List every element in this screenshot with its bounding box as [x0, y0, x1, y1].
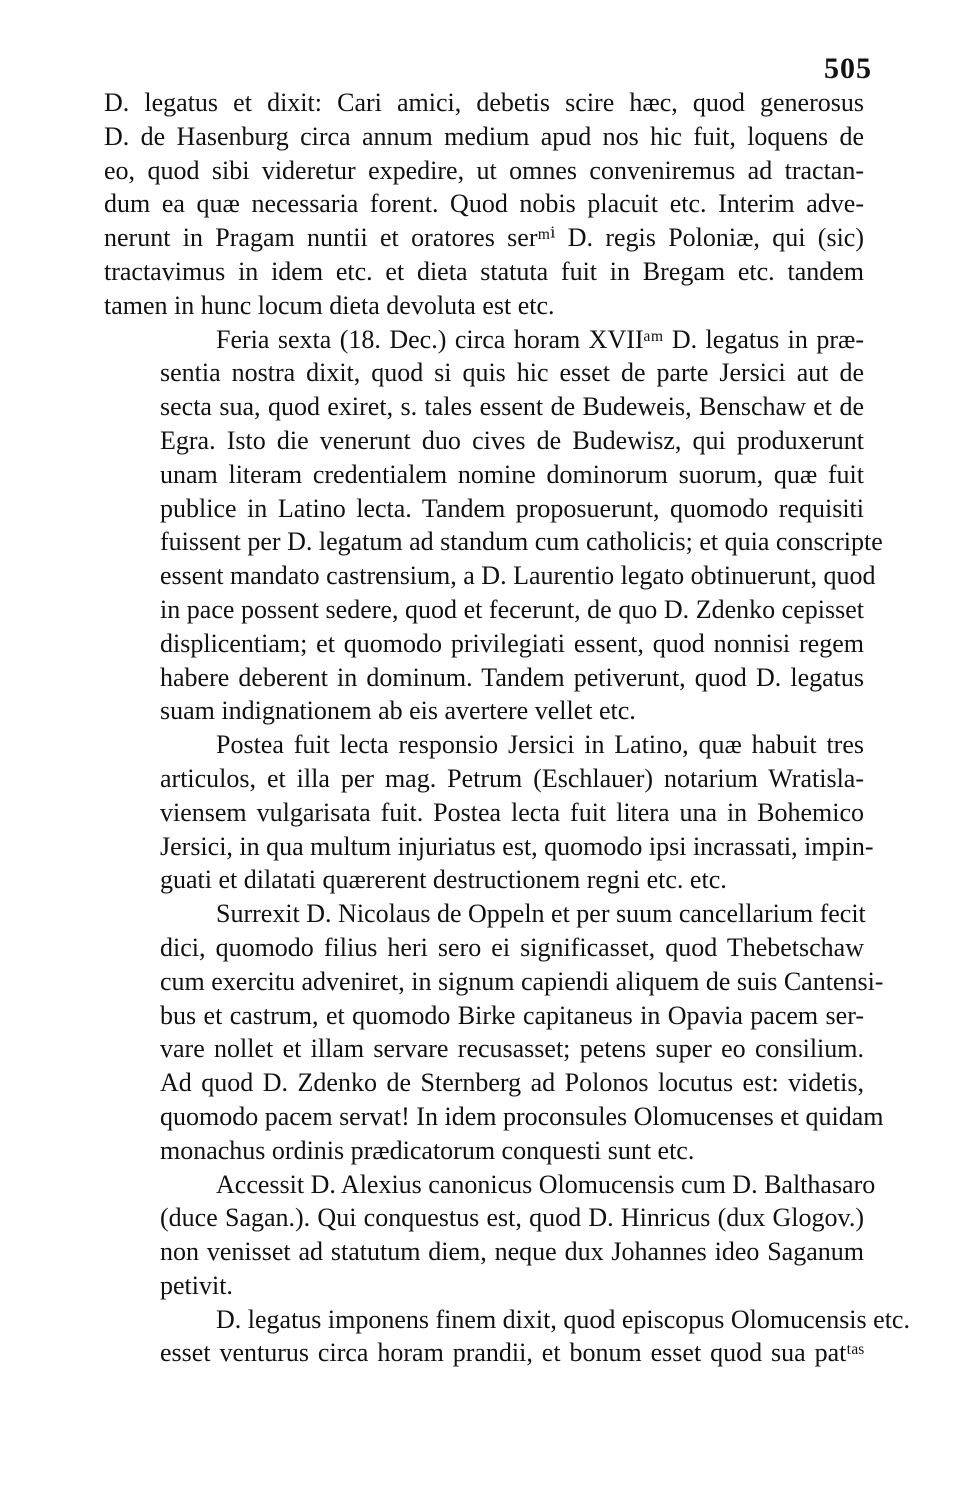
- text-line: tractavimus in idem etc. et dieta statuta fuit in Bregam etc. tandem: [104, 256, 864, 286]
- page-number: 505: [824, 52, 872, 85]
- text-line: fuissent per D. legatum ad standum cum catholicis; et quia conscripte: [160, 527, 883, 557]
- text-line: esset venturus circa horam prandii, et bonum esset quod sua patᵗᵃˢ: [160, 1338, 864, 1368]
- text-line: eo, quod sibi videretur expedire, ut omnes conveniremus ad tractan-: [104, 155, 864, 185]
- text-line: petivit.: [160, 1270, 233, 1300]
- text-line: non venisset ad statutum diem, neque dux Johannes ideo Saganum: [160, 1237, 864, 1267]
- text-line: displicentiam; et quomodo privilegiati essent, quod nonnisi regem: [160, 628, 864, 658]
- text-line: articulos, et illa per mag. Petrum (Eschlauer) notarium Wratisla-: [160, 763, 864, 793]
- paragraph-1: [104, 86, 864, 323]
- text-line: in pace possent sedere, quod et fecerunt, de quo D. Zdenko cepisset: [160, 594, 864, 624]
- text-line: vare nollet et illam servare recusasset; petens super eo consilium.: [160, 1034, 864, 1064]
- text-line: essent mandato castrensium, a D. Laurentio legato obtinuerunt, quod: [160, 561, 876, 591]
- text-line: secta sua, quod exiret, s. tales essent de Budeweis, Benschaw et de: [160, 392, 864, 422]
- text-line: unam literam credentialem nomine dominorum suorum, quæ fuit: [160, 459, 864, 489]
- text-line: Jersici, in qua multum injuriatus est, quomodo ipsi incrassati, impin-: [160, 831, 874, 861]
- text-line: cum exercitu adveniret, in signum capiendi aliquem de suis Cantensi-: [160, 966, 884, 996]
- paragraph-6: [104, 1303, 910, 1371]
- text-line: Egra. Isto die venerunt duo cives de Budewisz, qui produxerunt: [160, 425, 864, 455]
- text-line: quomodo pacem servat! In idem proconsules Olomucenses et quidam: [160, 1101, 884, 1131]
- text-line: Postea fuit lecta responsio Jersici in Latino, quæ habuit tres: [216, 730, 864, 760]
- text-line: Feria sexta (18. Dec.) circa horam XVIIᵃᵐ D. legatus in præ-: [216, 324, 864, 354]
- text-line: viensem vulgarisata fuit. Postea lecta fuit litera una in Bohemico: [160, 797, 864, 827]
- text-line: nerunt in Pragam nuntii et oratores serᵐⁱ D. regis Poloniæ, qui (sic): [104, 223, 864, 253]
- paragraph-5: [104, 1168, 876, 1303]
- text-line: Accessit D. Alexius canonicus Olomucensis cum D. Balthasaro: [216, 1169, 876, 1199]
- text-line: bus et castrum, et quomodo Birke capitaneus in Opavia pacem ser-: [160, 1000, 864, 1030]
- text-line: publice in Latino lecta. Tandem proposuerunt, quomodo requisiti: [160, 493, 864, 523]
- paragraph-2: [104, 323, 883, 729]
- text-line: dici, quomodo filius heri sero ei significasset, quod Thebetschaw: [160, 932, 864, 962]
- text-line: dum ea quæ necessaria forent. Quod nobis placuit etc. Interim adve-: [104, 189, 864, 219]
- text-line: tamen in hunc locum dieta devoluta est etc.: [104, 290, 555, 320]
- text-line: D. legatus imponens finem dixit, quod episcopus Olomucensis etc.: [216, 1304, 910, 1334]
- text-line: D. de Hasenburg circa annum medium apud nos hic fuit, loquens de: [104, 121, 864, 151]
- text-line: suam indignationem ab eis avertere vellet etc.: [160, 696, 636, 726]
- text-line: monachus ordinis prædicatorum conquesti sunt etc.: [160, 1135, 695, 1165]
- text-line: Surrexit D. Nicolaus de Oppeln et per suum cancellarium fecit: [216, 899, 866, 929]
- body-text: [104, 86, 910, 1370]
- text-line: (duce Sagan.). Qui conquestus est, quod D. Hinricus (dux Glogov.): [160, 1203, 864, 1233]
- text-line: guati et dilatati quærerent destructionem regni etc. etc.: [160, 865, 727, 895]
- text-line: sentia nostra dixit, quod si quis hic esset de parte Jersici aut de: [160, 358, 864, 388]
- text-line: Ad quod D. Zdenko de Sternberg ad Polonos locutus est: videtis,: [160, 1068, 864, 1098]
- text-line: habere deberent in dominum. Tandem petiverunt, quod D. legatus: [160, 662, 864, 692]
- paragraph-3: [104, 728, 874, 897]
- paragraph-4: [104, 897, 884, 1167]
- text-line: D. legatus et dixit: Cari amici, debetis scire hæc, quod generosus: [104, 88, 864, 117]
